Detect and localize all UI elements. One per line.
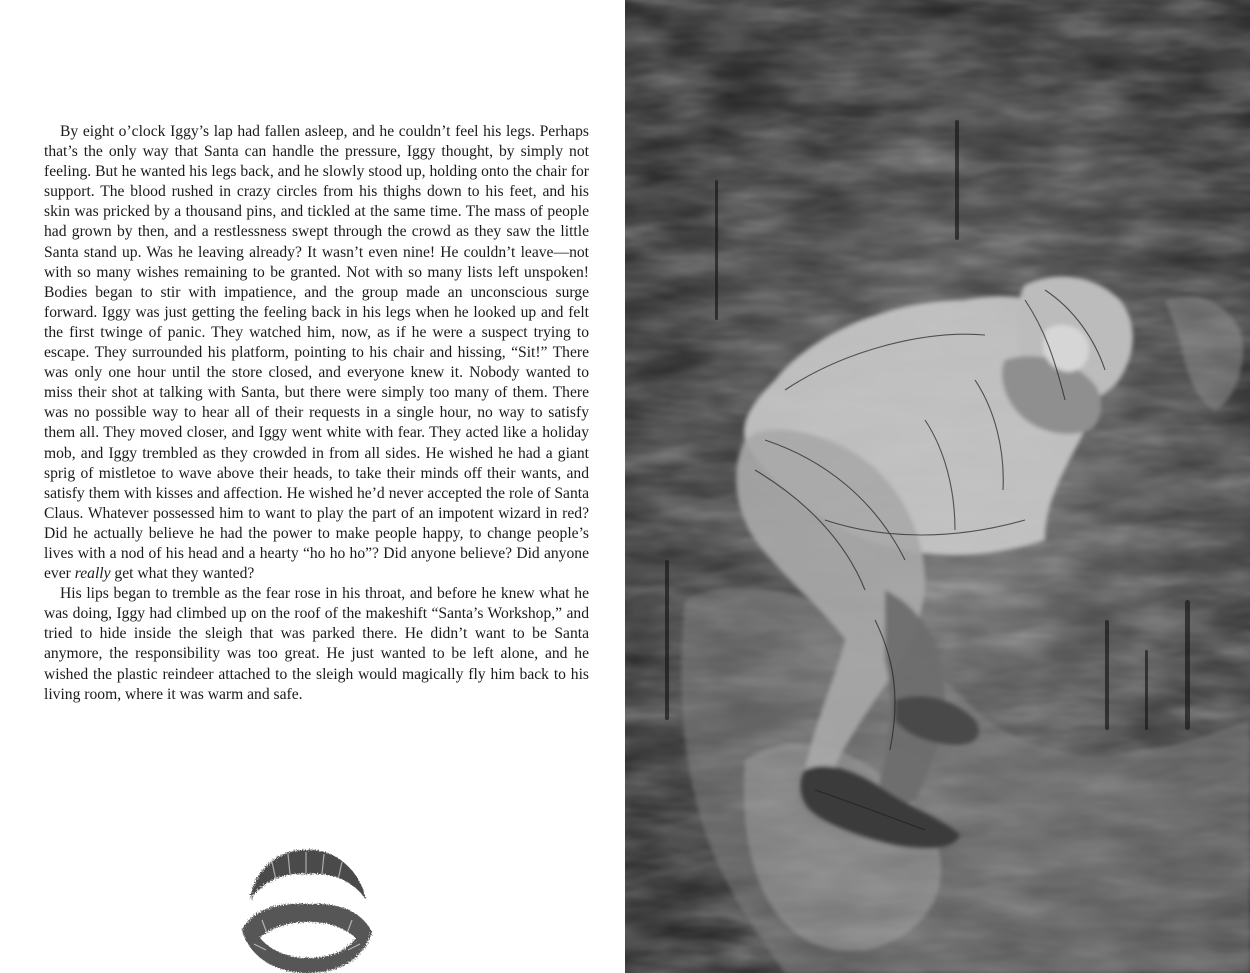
paragraph-1-emphasis: really: [74, 565, 111, 583]
illustration-crouching-figure: [625, 0, 1250, 973]
lower-lip-print: [242, 904, 372, 973]
paragraph-1-text: By eight o’clock Iggy’s lap had fallen asleep, and he couldn’t feel his legs. Perhaps that’s the only way that Santa can handle the pressure, Iggy thought, by simply not feeling. But he wanted his legs back, and he slowly stood up, holding onto the chair for support. The blood rushed in crazy circles from his thighs down to his feet, and his skin was pricked by a thousand pins, and tickled at the same time. The mass of people had grown by then, and a restlessness swept through the crowd as they saw the little Santa stand up. Was he leaving already? It wasn’t even nine! He couldn’t leave—not with so many wishes remaining to be granted. Not with so many lists left unspoken! Bodies began to stir with impatience, and the group made an unconscious surge forward. Iggy was just getting the feeling back in his legs when he looked up and felt the first twinge of panic. They watched him, now, as if he were a suspect trying to escape. They surrounded his platform, pointing to his chair and hissing, “Sit!” There was only one hour until the store closed, and everyone knew it. Nobody wanted to miss their shot at talking with Santa, but there were simply too many of them. There was no possible way to hear all of their requests in a single hour, no way to satisfy them all. They moved closer, and Iggy went white with fear. They acted like a holiday mob, and Iggy trembled as they crowded in from all sides. He wished he had a giant sprig of mistletoe to wave above their heads, to take their minds off their wants, and satisfy them with kisses and affection. He wished he’d never accepted the role of Santa Claus. Whatever possessed him to want to play the part of an impotent wizard in red? Did he actually believe he had the power to make people happy, to change people’s lives with a nod of his head and a hearty “ho ho ho”? Did anyone believe? Did anyone ever: [44, 123, 589, 583]
illustration-page: [625, 0, 1250, 973]
body-text: [44, 122, 589, 705]
paragraph-1: [44, 122, 589, 584]
paragraph-1-ending: get what they wanted?: [110, 565, 255, 583]
upper-lip-print: [250, 850, 366, 900]
lipstick-kiss-stamp: [232, 840, 382, 973]
paragraph-2: His lips began to tremble as the fear rose in his throat, and before he knew what he was doing, Iggy had climbed up on the roof of the makeshift “Santa’s Workshop,” and tried to hide inside the sleigh that was parked there. He didn’t want to be Santa anymore, the responsibility was too great. He just wanted to be left alone, and he wished the plastic reindeer attached to the sleigh would magically fly him back to his living room, where it was warm and safe.: [44, 585, 589, 703]
